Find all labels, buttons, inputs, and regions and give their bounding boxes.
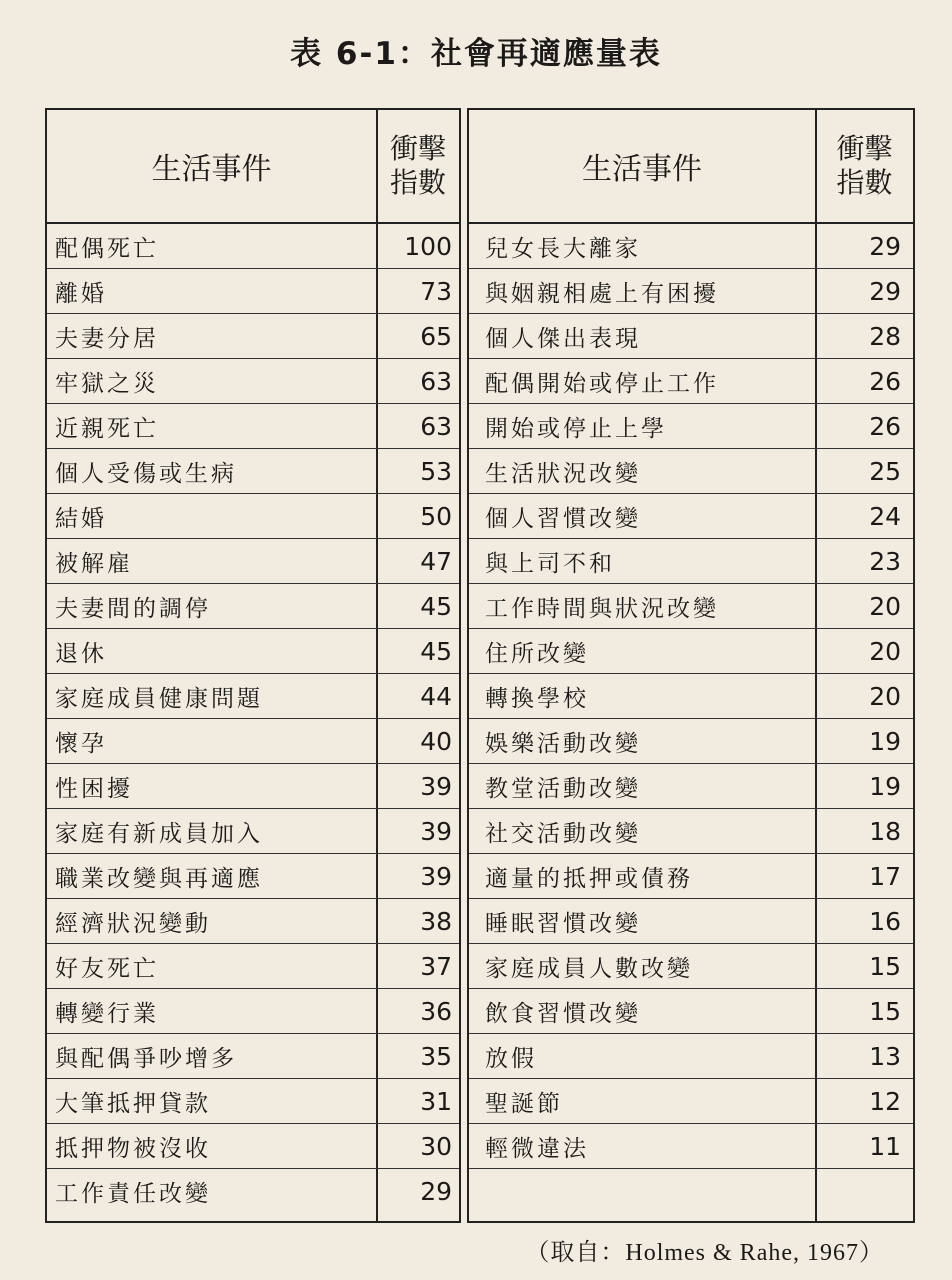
table-row bbox=[469, 1034, 913, 1079]
impact-index-cell: 18 bbox=[869, 816, 901, 846]
impact-index-cell: 45 bbox=[420, 636, 452, 666]
table-row bbox=[469, 269, 913, 314]
table-row bbox=[47, 1169, 459, 1214]
table-row bbox=[469, 1079, 913, 1124]
impact-index-cell: 20 bbox=[869, 636, 901, 666]
table-row bbox=[469, 719, 913, 764]
table-row bbox=[47, 674, 459, 719]
impact-index-cell: 40 bbox=[420, 726, 452, 756]
table-row bbox=[47, 494, 459, 539]
header-index-line1: 衝擊 bbox=[389, 132, 446, 165]
impact-index-cell: 38 bbox=[420, 906, 452, 936]
life-event-cell: 懷孕 bbox=[55, 730, 107, 757]
impact-index-cell: 28 bbox=[869, 321, 901, 351]
impact-index-cell: 29 bbox=[420, 1177, 452, 1206]
impact-index-cell: 44 bbox=[420, 681, 452, 711]
life-event-cell: 個人習慣改變 bbox=[485, 505, 641, 532]
impact-index-cell: 11 bbox=[869, 1131, 901, 1161]
life-event-cell: 個人受傷或生病 bbox=[55, 460, 237, 487]
impact-index-cell: 19 bbox=[869, 771, 901, 801]
table-row bbox=[469, 944, 913, 989]
impact-index-cell: 29 bbox=[869, 231, 901, 261]
table-row bbox=[469, 989, 913, 1034]
life-event-cell: 大筆抵押貸款 bbox=[55, 1090, 211, 1117]
life-event-cell: 抵押物被沒收 bbox=[55, 1135, 211, 1162]
impact-index-cell: 12 bbox=[869, 1086, 901, 1116]
impact-index-cell: 16 bbox=[869, 906, 901, 936]
life-event-cell: 住所改變 bbox=[485, 640, 589, 667]
life-event-cell: 開始或停止上學 bbox=[485, 415, 667, 442]
table-row bbox=[47, 899, 459, 944]
source-citation: （取自：Holmes & Rahe, 1967） bbox=[525, 1240, 884, 1266]
impact-index-cell: 20 bbox=[869, 681, 901, 711]
life-event-cell: 經濟狀況變動 bbox=[55, 910, 211, 937]
impact-index-cell: 53 bbox=[420, 456, 452, 486]
life-event-cell: 配偶開始或停止工作 bbox=[485, 370, 719, 397]
table-row bbox=[47, 314, 459, 359]
header-index-line2: 指數 bbox=[389, 166, 446, 199]
table-row bbox=[47, 539, 459, 584]
header-index-line1: 衝擊 bbox=[836, 132, 893, 165]
table-row bbox=[47, 359, 459, 404]
impact-index-cell: 36 bbox=[420, 996, 452, 1026]
impact-index-cell: 25 bbox=[869, 456, 901, 486]
life-event-cell: 娛樂活動改變 bbox=[485, 730, 641, 757]
impact-index-cell: 13 bbox=[869, 1041, 901, 1071]
life-event-cell: 教堂活動改變 bbox=[485, 775, 641, 802]
life-event-cell: 性困擾 bbox=[55, 775, 133, 802]
header-index-line2: 指數 bbox=[836, 166, 893, 199]
table-row bbox=[47, 449, 459, 494]
life-event-cell: 結婚 bbox=[55, 505, 107, 532]
table-row bbox=[469, 359, 913, 404]
life-event-cell: 與配偶爭吵增多 bbox=[55, 1045, 237, 1072]
table-row bbox=[47, 269, 459, 314]
life-event-cell: 工作時間與狀況改變 bbox=[485, 595, 719, 622]
impact-index-cell: 31 bbox=[420, 1086, 452, 1116]
table-row bbox=[469, 674, 913, 719]
impact-index-cell: 39 bbox=[420, 861, 452, 891]
life-event-cell: 飲食習慣改變 bbox=[485, 1000, 641, 1027]
table-row bbox=[47, 224, 459, 269]
life-event-cell: 退休 bbox=[55, 640, 107, 667]
life-event-cell: 好友死亡 bbox=[55, 955, 159, 982]
impact-index-cell: 100 bbox=[404, 231, 452, 261]
impact-index-cell: 20 bbox=[869, 591, 901, 621]
impact-index-cell: 37 bbox=[420, 951, 452, 981]
impact-index-cell: 50 bbox=[420, 501, 452, 531]
life-event-cell: 適量的抵押或債務 bbox=[485, 865, 693, 892]
table-row bbox=[47, 1124, 459, 1169]
impact-index-cell: 63 bbox=[420, 411, 452, 441]
life-event-cell: 與上司不和 bbox=[485, 550, 615, 577]
table-row bbox=[47, 1034, 459, 1079]
life-event-cell: 夫妻間的調停 bbox=[55, 595, 211, 622]
table-row bbox=[47, 719, 459, 764]
table-row bbox=[47, 854, 459, 899]
table-left-half bbox=[45, 108, 461, 1223]
table-row bbox=[47, 404, 459, 449]
life-event-cell: 轉換學校 bbox=[485, 685, 589, 712]
header-life-event: 生活事件 bbox=[151, 152, 272, 187]
table-row bbox=[47, 944, 459, 989]
table-header bbox=[47, 110, 459, 224]
table-row bbox=[469, 1124, 913, 1169]
life-event-cell: 離婚 bbox=[55, 280, 107, 307]
impact-index-cell: 26 bbox=[869, 366, 901, 396]
table-row bbox=[47, 584, 459, 629]
table-row bbox=[469, 404, 913, 449]
header-life-event: 生活事件 bbox=[582, 152, 702, 187]
table-row bbox=[469, 854, 913, 899]
impact-index-cell: 15 bbox=[869, 951, 901, 981]
impact-index-cell: 47 bbox=[420, 546, 452, 576]
table-row bbox=[469, 494, 913, 539]
life-event-cell: 個人傑出表現 bbox=[485, 325, 641, 352]
life-event-cell: 夫妻分居 bbox=[55, 325, 159, 352]
table-row bbox=[469, 764, 913, 809]
life-event-cell: 配偶死亡 bbox=[55, 235, 159, 262]
impact-index-cell: 29 bbox=[869, 276, 901, 306]
life-event-cell: 牢獄之災 bbox=[55, 370, 159, 397]
table-row bbox=[47, 1079, 459, 1124]
table-row bbox=[469, 899, 913, 944]
header-impact-index bbox=[377, 110, 459, 222]
life-event-cell: 與姻親相處上有困擾 bbox=[485, 280, 719, 307]
impact-index-cell: 35 bbox=[420, 1041, 452, 1071]
table-row bbox=[469, 224, 913, 269]
table-row bbox=[469, 629, 913, 674]
impact-index-cell bbox=[817, 1169, 901, 1214]
table-row bbox=[47, 989, 459, 1034]
life-event-cell: 家庭有新成員加入 bbox=[55, 820, 263, 847]
impact-index-cell: 30 bbox=[420, 1131, 452, 1161]
table-row bbox=[469, 449, 913, 494]
table-row bbox=[469, 314, 913, 359]
table-row bbox=[47, 629, 459, 674]
table-row bbox=[469, 1169, 913, 1214]
impact-index-cell: 73 bbox=[420, 276, 452, 306]
impact-index-cell: 39 bbox=[420, 771, 452, 801]
life-event-cell: 家庭成員人數改變 bbox=[485, 955, 693, 982]
table-row bbox=[469, 809, 913, 854]
life-event-cell: 轉變行業 bbox=[55, 1000, 159, 1027]
table-right-half bbox=[467, 108, 915, 1223]
header-impact-index bbox=[816, 110, 913, 222]
life-event-cell: 輕微違法 bbox=[485, 1135, 589, 1162]
table-header bbox=[469, 110, 913, 224]
table-row bbox=[47, 809, 459, 854]
impact-index-cell: 17 bbox=[869, 861, 901, 891]
life-event-cell: 社交活動改變 bbox=[485, 820, 641, 847]
life-event-cell: 放假 bbox=[485, 1045, 537, 1072]
page-title: 表 6-1：社會再適應量表 bbox=[290, 36, 662, 72]
life-event-cell: 兒女長大離家 bbox=[485, 235, 641, 262]
life-event-cell: 職業改變與再適應 bbox=[55, 865, 263, 892]
table-row bbox=[47, 764, 459, 809]
impact-index-cell: 24 bbox=[869, 501, 901, 531]
life-event-cell: 聖誕節 bbox=[485, 1090, 563, 1117]
impact-index-cell: 19 bbox=[869, 726, 901, 756]
impact-index-cell: 26 bbox=[869, 411, 901, 441]
life-event-cell: 近親死亡 bbox=[55, 415, 159, 442]
life-event-cell: 工作責任改變 bbox=[55, 1181, 211, 1207]
impact-index-cell: 63 bbox=[420, 366, 452, 396]
impact-index-cell: 15 bbox=[869, 996, 901, 1026]
life-event-cell: 被解雇 bbox=[55, 550, 133, 577]
impact-index-cell: 23 bbox=[869, 546, 901, 576]
impact-index-cell: 45 bbox=[420, 591, 452, 621]
table-row bbox=[469, 539, 913, 584]
life-event-cell: 睡眠習慣改變 bbox=[485, 910, 641, 937]
life-event-cell: 生活狀況改變 bbox=[485, 460, 641, 487]
social-readjustment-table bbox=[45, 108, 915, 1223]
life-event-cell: 家庭成員健康問題 bbox=[55, 685, 263, 712]
impact-index-cell: 39 bbox=[420, 816, 452, 846]
table-row bbox=[469, 584, 913, 629]
impact-index-cell: 65 bbox=[420, 321, 452, 351]
